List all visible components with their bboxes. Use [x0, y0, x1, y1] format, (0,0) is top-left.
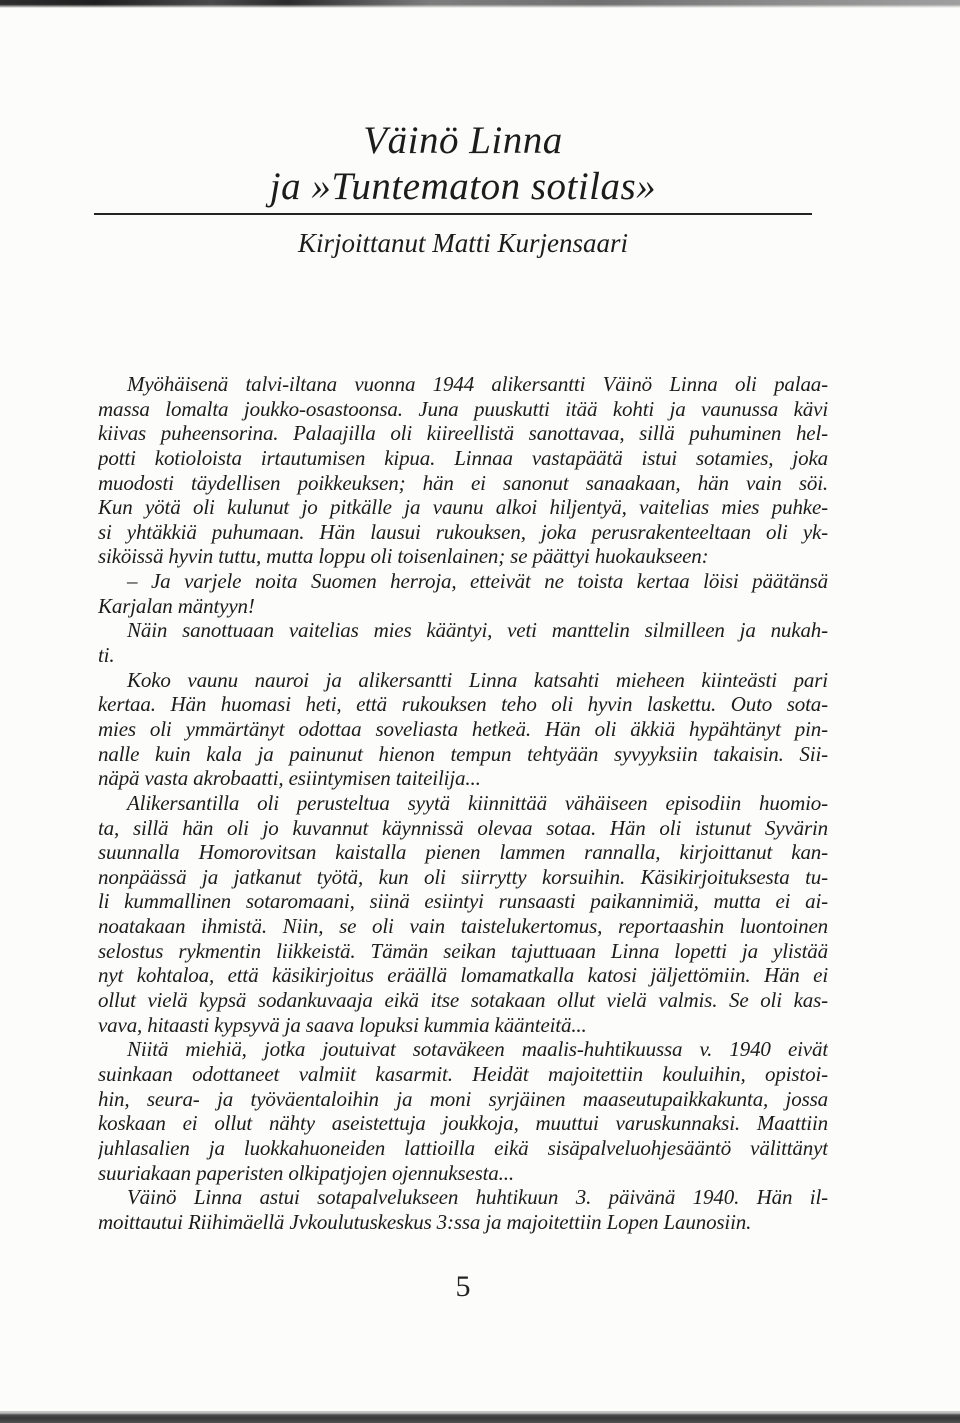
text-line: Kun yötä oli kulunut jo pitkälle ja vaunu alkoi hiljentyä, vaitelias mies puhke-: [98, 495, 828, 520]
chapter-title: [98, 118, 828, 210]
text-line: suuriakaan paperisten olkipatjojen ojennuksesta...: [98, 1160, 514, 1185]
text-line: potti kotioloista irtautumisen kipua. Linnaa vastapäätä istui sotamies, joka: [98, 445, 828, 470]
text-line: näpä vasta akrobaatti, esiintymisen taiteilija...: [98, 766, 481, 791]
text-line: juhlasalien ja luokkahuoneiden lattioilla eikä sisäpalveluohjesääntö välittänyt: [98, 1135, 828, 1160]
text-line: hin, seura- ja työväentaloihin ja moni syrjäinen maaseutupaikkakunta, jossa: [98, 1086, 828, 1111]
text-line: koskaan ei ollut nähty aseistettuja joukkoja, muuttui varuskunnaksi. Maattiin: [98, 1111, 828, 1136]
text-line: vava, hitaasti kypsyvä ja saava lopuksi kummia käänteitä...: [98, 1012, 587, 1037]
text-line: moittautui Riihimäellä Jvkoulutuskeskus 3:ssa ja majoitettiin Lopen Launosiin.: [98, 1209, 752, 1234]
title-divider-rule: [94, 213, 812, 215]
text-line: ti.: [98, 643, 115, 668]
text-line: nalle kuin kala ja painunut hienon tempun tehtyään syvyyksiin takaisin. Sii-: [98, 741, 828, 766]
text-line: li kummallinen sotaromaani, siinä esiintyi runsaasti paikannimiä, mutta ei ai-: [98, 889, 828, 914]
text-line: noatakaan ihmistä. Niin, se oli vain taistelukertomus, reportaashin luontoinen: [98, 914, 828, 939]
text-line: si yhtäkkiä puhumaan. Hän lausui rukouksen, joka perusrakenteeltaan oli yk-: [98, 519, 828, 544]
text-line: kiivas puheensorina. Palaajilla oli kiireellistä sanottavaa, sillä puhuminen hel-: [98, 421, 828, 446]
text-line: selostus rykmentin liikkeistä. Tämän seikan tajuttuaan Linna lopetti ja ylistää: [98, 938, 828, 963]
text-line: Niitä miehiä, jotka joutuivat sotaväkeen maalis-huhtikuussa v. 1940 eivät: [127, 1037, 828, 1062]
text-line: ollut vielä kypsä sodankuvaaja eikä itse sotakaan ollut vielä valmis. Se oli kas-: [98, 988, 828, 1013]
text-line: suunnalla Homorovitsan kaistalla pienen lammen rannalla, kirjoittanut kan-: [98, 840, 828, 865]
text-line: nonpäässä ja jatkanut työtä, kun oli siirrytty korsuihin. Käsikirjoituksesta tu-: [98, 864, 828, 889]
text-line: Näin sanottuaan vaitelias mies kääntyi, veti manttelin silmilleen ja nukah-: [127, 618, 828, 643]
chapter-title-line1: Väinö Linna: [363, 119, 563, 162]
scan-edge-bottom: [0, 1411, 960, 1423]
text-line: Karjalan mäntyyn!: [98, 593, 255, 618]
text-line: nyt kohtaloa, että käsikirjoitus eräällä lomamatkalla katosi jäljettömiin. Hän ei: [98, 963, 828, 988]
text-line: Myöhäisenä talvi-iltana vuonna 1944 alikersantti Väinö Linna oli palaa-: [127, 372, 828, 396]
text-line: – Ja varjele noita Suomen herroja, etteivät ne toista kertaa löisi päätänsä: [127, 569, 828, 594]
text-line: Väinö Linna astui sotapalvelukseen huhtikuun 3. päivänä 1940. Hän il-: [127, 1185, 828, 1210]
chapter-title-line2: ja »Tuntematon sotilas»: [269, 165, 657, 208]
text-line: kertaa. Hän huomasi heti, että rukouksen teho oli hyvin laskettu. Outo sota-: [98, 692, 828, 717]
scan-edge-top: [0, 0, 960, 8]
text-line: suinkaan odottaneet valmiit kasarmit. Heidät majoitettiin kouluihin, opistoi-: [98, 1061, 828, 1086]
text-line: siköissä hyvin tuttu, mutta loppu oli toisenlainen; se päättyi huokaukseen:: [98, 544, 709, 569]
text-line: ta, sillä hän oli jo kuvannut käynnissä olevaa sotaa. Hän oli istunut Syvärin: [98, 815, 828, 840]
text-line: muodosti täydellisen poikkeuksen; hän ei sanonut sanaakaan, hän vain söi.: [98, 470, 828, 495]
text-line: Koko vaunu nauroi ja alikersantti Linna katsahti mieheen kiinteästi pari: [127, 667, 828, 692]
body-text: [98, 372, 828, 1234]
page-number: 5: [455, 1270, 471, 1303]
text-line: massa lomalta joukko-osastoonsa. Juna puuskutti itää kohti ja vaunussa kävi: [98, 396, 828, 421]
text-line: mies oli ymmärtänyt odottaa soveliasta hetkeä. Hän oli äkkiä hypähtänyt pin-: [98, 716, 828, 741]
byline: Kirjoittanut Matti Kurjensaari: [297, 228, 629, 258]
text-line: Alikersantilla oli perusteltua syytä kiinnittää vähäiseen episodiin huomio-: [127, 790, 828, 815]
